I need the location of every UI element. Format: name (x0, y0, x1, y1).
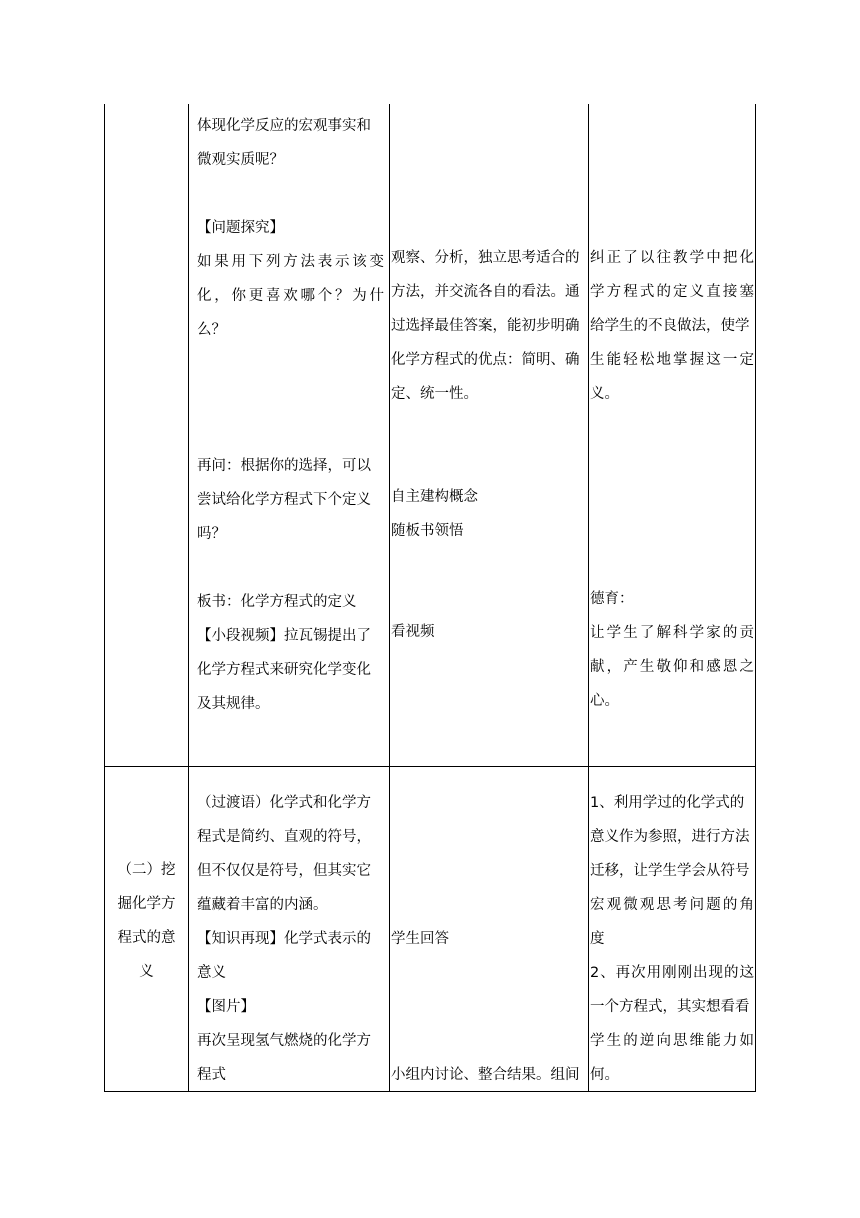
text-line: 再问：根据你的选择，可以 (197, 458, 371, 474)
text-line: 义 (139, 964, 154, 980)
text-line: （二）挖 (117, 862, 176, 878)
section-heading: 【问题探究】 (197, 220, 284, 236)
text-line: 程式是简约、直观的符号， (197, 829, 371, 845)
text-line: 方法，并交流各自的看法。通 (391, 284, 580, 300)
text-line: 如果用下列方法表示该变 (197, 254, 384, 270)
text-line: 化，你更喜欢哪个？为什 (197, 288, 384, 304)
text-line: 化学方程式来研究化学变化 (197, 662, 371, 678)
text-line: 学生的逆向思维能力如 (590, 1033, 754, 1049)
text-line: 定、统一性。 (391, 386, 478, 402)
text-line: 心。 (590, 693, 619, 709)
text-line: 随板书领悟 (391, 523, 464, 539)
column-divider-3 (588, 104, 589, 1092)
text-line: 给学生的不良做法，使学 (590, 318, 750, 334)
text-line: 但不仅仅是符号，但其实它 (197, 863, 371, 879)
text-line: 观察、分析，独立思考适合的 (391, 250, 580, 266)
row1-student-cell (391, 241, 586, 411)
row2-intent-cell (590, 786, 754, 1092)
text-line: 生能轻松地掌握这一定 (590, 352, 754, 368)
text-line: 【小段视频】拉瓦锡提出了 (197, 628, 371, 644)
text-line: 及其规律。 (197, 696, 270, 712)
text-line: 看视频 (391, 624, 435, 640)
text-line: 纠正了以往教学中把化 (590, 250, 754, 266)
text-line: 度 (590, 931, 605, 947)
section-heading: 【图片】 (197, 999, 255, 1015)
text-line: 尝试给化学方程式下个定义 (197, 492, 371, 508)
column-divider-1 (188, 104, 189, 1092)
text-line: 2、再次用刚刚出现的这 (590, 965, 754, 981)
row1-student-watch (391, 615, 586, 649)
text-line: 一个方程式，其实想看看 (590, 999, 750, 1015)
text-line: 微观实质呢？ (197, 152, 284, 168)
text-line: （过渡语）化学式和化学方 (197, 795, 371, 811)
table-right-border (755, 104, 756, 1092)
text-line: 化学方程式的优点：简明、确 (391, 352, 580, 368)
text-line: 么？ (197, 322, 226, 338)
text-line: 蕴藏着丰富的内涵。 (197, 897, 328, 913)
row1-activity-cell (197, 109, 384, 721)
text-line: 小组内讨论、整合结果。组间 (391, 1067, 580, 1083)
text-line: 体现化学反应的宏观事实和 (197, 118, 371, 134)
text-line: 掘化学方 (117, 896, 176, 912)
text-line: 自主建构概念 (391, 489, 478, 505)
column-divider-2 (389, 104, 390, 1092)
row1-moral-cell (590, 582, 754, 718)
text-line: 献，产生敬仰和感恩之 (590, 659, 754, 675)
row2-student-discuss (391, 1058, 586, 1092)
text-line: 再次呈现氢气燃烧的化学方 (197, 1033, 371, 1049)
text-line: 学方程式的定义直接塞 (590, 284, 754, 300)
row1-student-construct (391, 480, 586, 548)
text-line: 程式的意 (117, 930, 176, 946)
text-line: 宏观微观思考问题的角 (590, 897, 754, 913)
row2-stage-cell (106, 853, 187, 989)
row2-student-answer (391, 922, 586, 956)
text-line: 过选择最佳答案，能初步明确 (391, 318, 580, 334)
text-line: 吗？ (197, 526, 226, 542)
row1-intent-cell (590, 241, 754, 411)
row2-activity-cell (197, 786, 384, 1092)
text-line: 学生回答 (391, 931, 449, 947)
text-line: 何。 (590, 1067, 619, 1083)
text-line: 1、利用学过的化学式的 (590, 795, 745, 811)
text-line: 【知识再现】化学式表示的 (197, 931, 371, 947)
text-line: 意义作为参照，进行方法 (590, 829, 750, 845)
board-note: 板书：化学方程式的定义 (197, 594, 357, 610)
table-left-border (104, 104, 105, 1092)
text-line: 程式 (197, 1067, 226, 1083)
text-line: 意义 (197, 965, 226, 981)
text-line: 迁移，让学生学会从符号 (590, 863, 750, 879)
text-line: 义。 (590, 386, 619, 402)
text-line: 让学生了解科学家的贡 (590, 625, 754, 641)
section-heading: 德育： (590, 591, 634, 607)
row-divider (104, 766, 756, 767)
